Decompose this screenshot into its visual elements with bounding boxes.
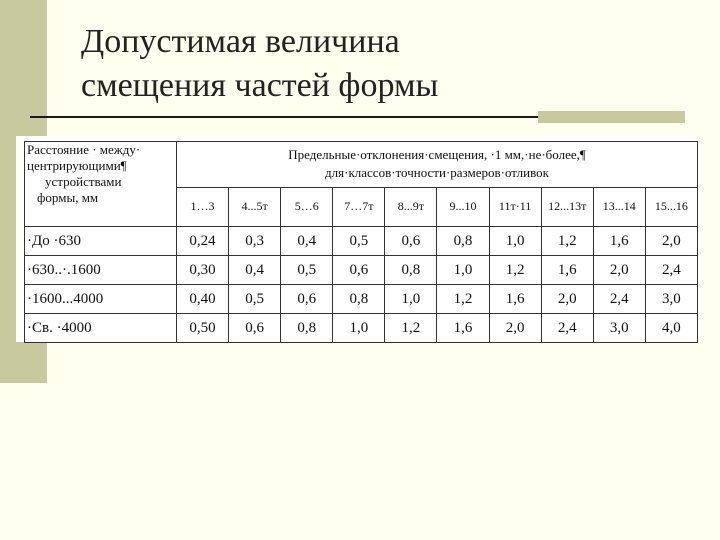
value-cell: 2,0 [593, 256, 645, 285]
value-cell: 1,2 [489, 256, 541, 285]
value-cell: 1,2 [541, 227, 593, 256]
value-cell: 2,4 [541, 314, 593, 343]
value-cell: 0,8 [333, 285, 385, 314]
value-cell: 2,0 [645, 227, 697, 256]
value-cell: 0,8 [385, 256, 437, 285]
class-header: 5…6 [281, 187, 333, 226]
value-cell: 0,6 [333, 256, 385, 285]
value-cell: 1,2 [437, 285, 489, 314]
distance-header-line-1: Расстояние · между· [27, 142, 141, 157]
title-line-1: Допустимая величина [81, 23, 400, 60]
table-row [25, 256, 698, 285]
class-header: 4...5т [229, 187, 281, 226]
value-cell: 1,0 [333, 314, 385, 343]
title-line-2: смещения частей формы [81, 67, 439, 104]
value-cell: 0,5 [333, 227, 385, 256]
value-cell: 0,6 [281, 285, 333, 314]
title-accent-block [538, 111, 685, 123]
deviation-header-line-1: Предельные·отклонения·смещения, ·1 мм,·не·более,¶ [288, 147, 586, 163]
class-header: 11т·11 [489, 187, 541, 226]
value-cell: 1,0 [385, 285, 437, 314]
value-cell: 0,4 [229, 256, 281, 285]
value-cell: 1,6 [437, 314, 489, 343]
class-header: 9...10 [437, 187, 489, 226]
value-cell: 0,8 [281, 314, 333, 343]
range-cell: ·1600...4000 [25, 285, 177, 314]
table-row [25, 227, 698, 256]
value-cell: 0,24 [177, 227, 229, 256]
value-cell: 1,6 [593, 227, 645, 256]
value-cell: 1,6 [541, 256, 593, 285]
range-cell: ·630..·.1600 [25, 256, 177, 285]
range-cell: ·До ·630 [25, 227, 177, 256]
table-row [25, 314, 698, 343]
distance-header-line-2: центрирующими¶ [27, 158, 127, 173]
class-header: 7…7т [333, 187, 385, 226]
value-cell: 0,5 [281, 256, 333, 285]
value-cell: 0,8 [437, 227, 489, 256]
value-cell: 2,0 [541, 285, 593, 314]
class-header: 1…3 [177, 187, 229, 226]
class-header: 15...16 [645, 187, 697, 226]
value-cell: 0,4 [281, 227, 333, 256]
title-underline [30, 116, 538, 118]
value-cell: 0,5 [229, 285, 281, 314]
value-cell: 2,0 [489, 314, 541, 343]
value-cell: 1,6 [489, 285, 541, 314]
tolerance-table [24, 141, 698, 343]
value-cell: 1,2 [385, 314, 437, 343]
table-row [25, 285, 698, 314]
value-cell: 0,30 [177, 256, 229, 285]
deviation-header [177, 142, 698, 188]
value-cell: 2,4 [593, 285, 645, 314]
range-cell: ·Св. ·4000 [25, 314, 177, 343]
value-cell: 0,6 [229, 314, 281, 343]
value-cell: 3,0 [645, 285, 697, 314]
slide-title [81, 20, 438, 108]
value-cell: 0,50 [177, 314, 229, 343]
deviation-header-line-2: для·классов·точности·размеров·отливок [325, 165, 549, 181]
value-cell: 3,0 [593, 314, 645, 343]
distance-header-line-3: устройствами [45, 174, 122, 189]
value-cell: 2,4 [645, 256, 697, 285]
value-cell: 0,40 [177, 285, 229, 314]
distance-header [25, 142, 177, 227]
value-cell: 1,0 [489, 227, 541, 256]
value-cell: 0,3 [229, 227, 281, 256]
distance-header-line-4: формы, мм [37, 190, 99, 205]
value-cell: 0,6 [385, 227, 437, 256]
value-cell: 1,0 [437, 256, 489, 285]
class-header: 8...9т [385, 187, 437, 226]
class-header: 12...13т [541, 187, 593, 226]
class-header: 13...14 [593, 187, 645, 226]
value-cell: 4,0 [645, 314, 697, 343]
